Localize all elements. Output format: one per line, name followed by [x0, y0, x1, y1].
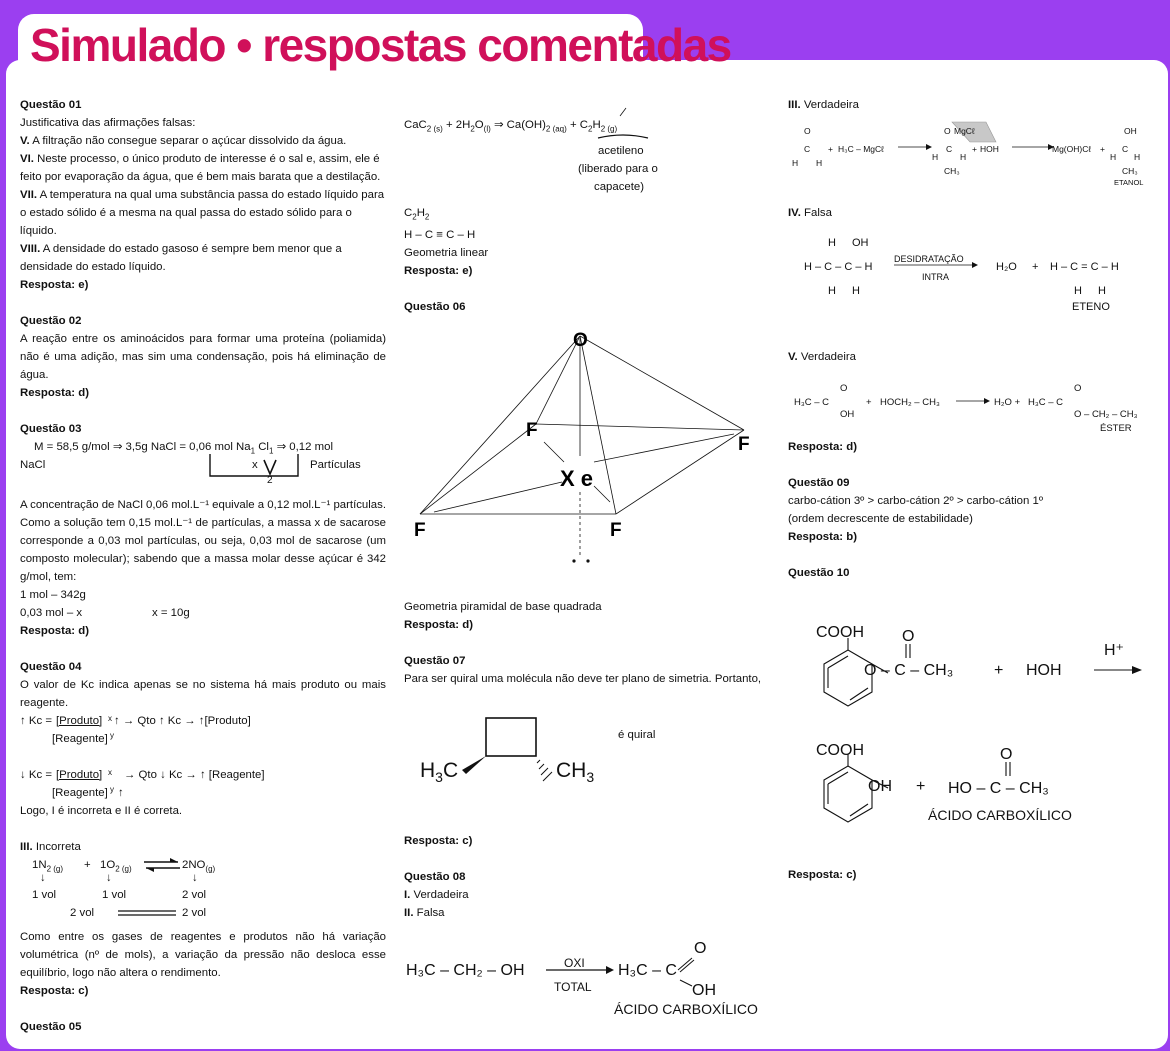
dehydration-reaction: H OH H – C – C – H H H DESIDRATAÇÃO INTRA H₂O + H – C = C – H H H ETENO — [804, 237, 1119, 313]
q01-item-v: V. A filtração não consegue separar o açúcar dissolvido da água. — [20, 135, 347, 147]
esterification-reaction: H₃C – C O OH + HOCH₂ – CH₃ H₂O + H₃C – C O O – CH₂ – CH₃ ÉSTER — [794, 383, 1138, 434]
q06-geometry: Geometria piramidal de base quadrada — [404, 601, 602, 614]
q04-text: O valor de Kc indica apenas se no sistema há mais produto ou mais reagente. — [20, 679, 386, 709]
question-06-heading: Questão 06 — [404, 301, 466, 314]
q05-answer: Resposta: e) — [404, 265, 473, 278]
question-05-heading: Questão 05 — [20, 1021, 82, 1033]
q04-text-2: Como entre os gases de reagentes e produtos não há variação volumétrica (nº de mols), a variação da pressão não desloca esse equilíbrio, logo não altera o rendimento. — [20, 931, 386, 979]
atom-f: F — [526, 420, 538, 442]
q04-answer: Resposta: c) — [20, 985, 89, 997]
q02-text: A reação entre os aminoácidos para formar uma proteína (poliamida) não é uma adição, mas sim uma condensação, pois há eliminação de água. — [20, 333, 386, 381]
q03-ratio-1: 1 mol – 342g — [20, 589, 86, 601]
xef4-pyramid-diagram — [404, 316, 770, 586]
q01-intro: Justificativa das afirmações falsas: — [20, 117, 196, 129]
column-1 — [20, 96, 386, 1036]
q02-answer: Resposta: d) — [20, 387, 89, 399]
grignard-reaction: O C H H + H₃C – MgCℓ O MgCℓ C H H CH₃ + HOH Mg(OH)Cℓ + OH C H H CH₃ ETANOL — [788, 114, 1158, 200]
q01-item-vi: VI. Neste processo, o único produto de interesse é o sal e, assim, ele é feito por evaporação da água, que é bem mais barata que a destilação. — [20, 153, 381, 183]
c2h2-geometry: Geometria linear — [404, 247, 489, 260]
q08-i: I. Verdadeira — [404, 889, 469, 902]
chiral-label: é quiral — [618, 729, 656, 742]
q03-ratio-2: 0,03 mol – x — [20, 607, 83, 619]
q08-iv: IV. Falsa — [788, 207, 832, 219]
question-04-heading: Questão 04 — [20, 661, 82, 673]
question-03-heading: Questão 03 — [20, 423, 82, 435]
q09-answer: Resposta: b) — [788, 531, 857, 543]
q09-text-2: (ordem decrescente de estabilidade) — [788, 513, 973, 525]
q04-eq-1: ↑ Kc = [Produto] x ↑ → Qto ↑ Kc → ↑[Produto] [Reagente] y — [20, 714, 251, 745]
atom-f: F — [414, 520, 426, 542]
equilibrium-arrow — [142, 858, 182, 872]
q03-answer: Resposta: d) — [20, 625, 89, 637]
q09-text: carbo-cátion 3º > carbo-cátion 2º > carbo-cátion 1º — [788, 495, 1043, 507]
q01-item-vii: VII. A temperatura na qual uma substância passa do estado líquido para o estado sólido é a mesma na qual passa do estado sólido para o líquido. — [20, 189, 385, 237]
q04-eq-2: ↓ Kc = [Produto] x → Qto ↓ Kc → ↑ [Reagente] [Reagente] y ↑ — [20, 768, 265, 799]
q03-bracket — [208, 452, 308, 482]
q10-reaction: COOH O O – C – CH₃ + HOH H⁺ COOH OH + O HO – C – CH₃ ÁCIDO CARBOXÍLICO — [788, 582, 1158, 852]
page-title: Simulado • respostas comentadas — [30, 19, 731, 71]
q03-text: A concentração de NaCl 0,06 mol.L⁻¹ equivale a 0,12 mol.L⁻¹ partículas. Como a solução tem 0,15 mol.L⁻¹ de partículas, a massa x de sacarose corresponde a 0,03 mol partículas, ou seja, 0,03 mol de sacarose (um composto molecular); sabendo que a massa molar desse açúcar é 342 g/mol, tem: — [20, 499, 386, 583]
q08-v: V. Verdadeira — [788, 351, 856, 363]
q08-iii: III. Verdadeira — [788, 99, 859, 111]
question-02-heading: Questão 02 — [20, 315, 82, 327]
q08-ii: II. Falsa — [404, 907, 445, 920]
q04-logo: Logo, I é incorreta e II é correta. — [20, 805, 183, 817]
q06-answer: Resposta: d) — [404, 619, 473, 632]
q01-answer: Resposta: e) — [20, 279, 89, 291]
q07-text: Para ser quiral uma molécula não deve ter plano de simetria. Portanto, — [404, 673, 762, 686]
q05-reaction: $CaC_{2 (s)} + 2H_2O_{(l)}$ ⇒ $Ca(OH)_{2 (aq)} + C_2H_{2 (g)}$ acetileno (liberado para o capacete) — [404, 96, 770, 204]
atom-xe: X e — [560, 466, 594, 492]
q07-cyclobutane: $H_3C$ $CH_3$ é quiral — [404, 688, 770, 832]
q01-item-viii: VIII. A densidade do estado gasoso é sempre bem menor que a densidade do estado líquido. — [20, 243, 342, 273]
q08-oxidation: H₃C – CH₂ – OH OXI TOTAL H₃C – C O OH ÁCIDO CARBOXÍLICO — [406, 940, 758, 1018]
c2h2-formula: $C_2H_2$ — [404, 207, 430, 222]
q04-iii: III. Incorreta — [20, 841, 81, 853]
column-2 — [404, 96, 770, 1018]
question-10-heading: Questão 10 — [788, 567, 850, 579]
atom-f: F — [738, 434, 750, 456]
acetileno-label: acetileno — [598, 145, 644, 157]
question-09-heading: Questão 09 — [788, 477, 850, 489]
q03-result: x = 10g — [152, 607, 190, 619]
column-3 — [788, 96, 1158, 884]
atom-f: F — [610, 520, 622, 542]
q10-answer: Resposta: c) — [788, 869, 857, 881]
q04-reaction: $1N_{2 (g)}$ + $1O_{2 (g)}$ $2NO_{(g)}$ ↓ ↓ ↓ 1 vol 1 vol 2 vol 2 vol 2 vol — [32, 859, 216, 919]
q03-molar-block: M = 58,5 g/mol ⇒ 3,5g NaCl = 0,06 mol $Na_1$ $Cl_1$ ⇒ 0,12 mol NaCl x Partículas 2 — [20, 441, 361, 486]
q08-answer: Resposta: d) — [788, 441, 857, 453]
q07-answer: Resposta: c) — [404, 835, 473, 848]
question-07-heading: Questão 07 — [404, 655, 466, 668]
atom-o: O — [573, 330, 588, 352]
question-01-heading: Questão 01 — [20, 99, 82, 111]
c2h2-structure: H – C ≡ C – H — [404, 229, 476, 242]
question-08-heading: Questão 08 — [404, 871, 466, 884]
